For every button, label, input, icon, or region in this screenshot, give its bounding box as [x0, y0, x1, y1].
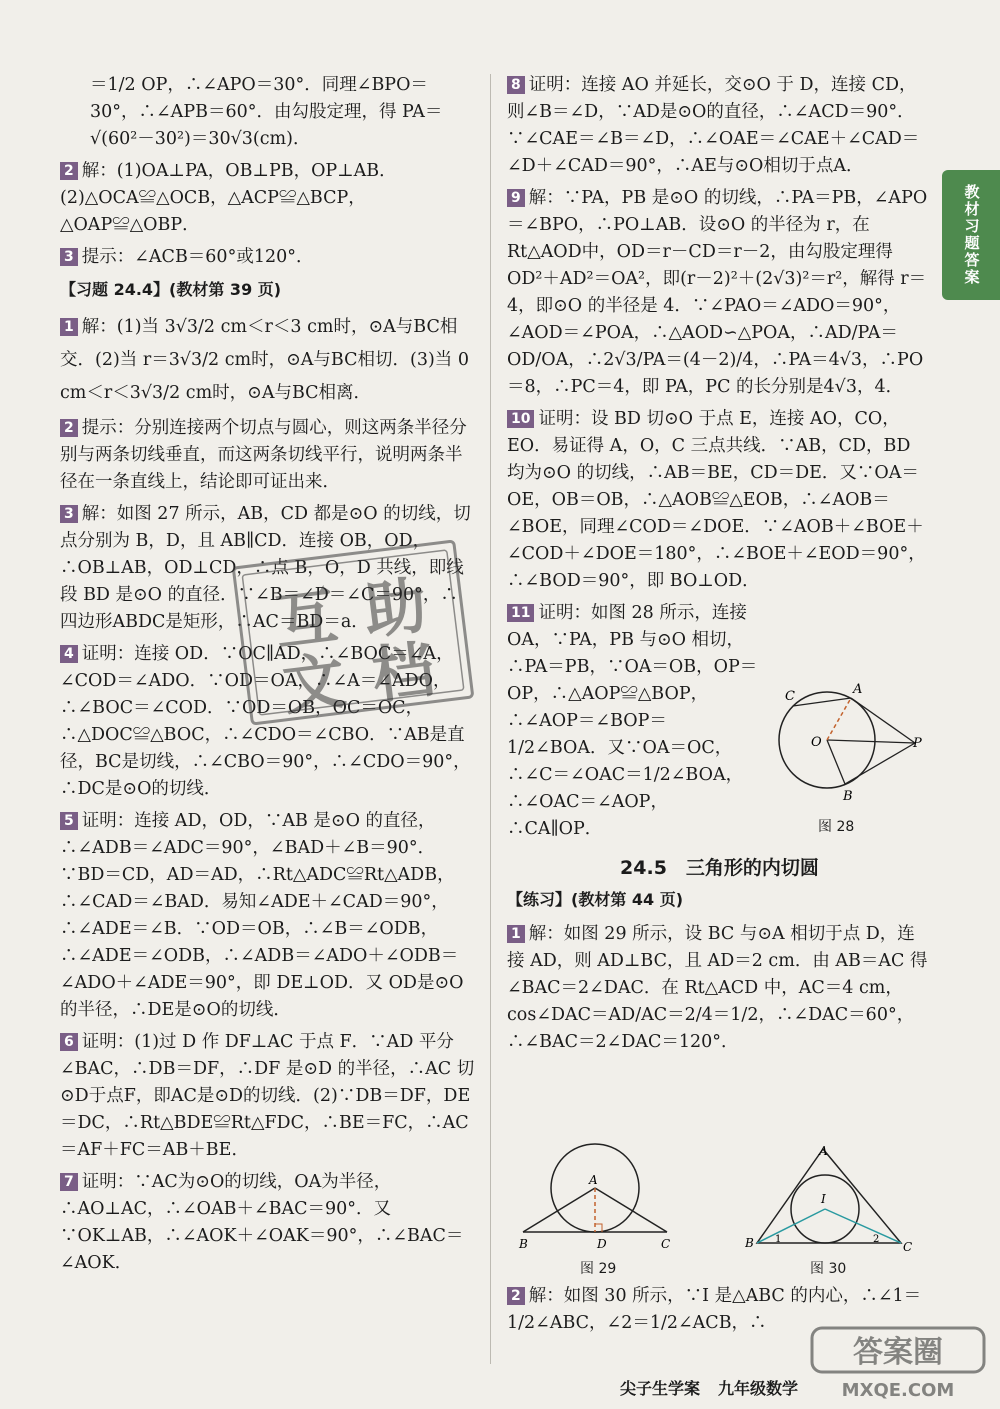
- exercise-6: [60, 1029, 475, 1164]
- label-c: C: [661, 1237, 671, 1251]
- footer-book-title: 尖子生学案: [620, 1379, 701, 1398]
- question-2: [60, 158, 475, 239]
- right-column: [507, 72, 932, 1061]
- question-number: 1: [60, 318, 78, 336]
- watermark-stamp: [228, 540, 478, 725]
- column-divider: [490, 74, 491, 1364]
- figure-30: [745, 1143, 915, 1258]
- svg-text:MXQE.COM: MXQE.COM: [841, 1380, 955, 1401]
- question-number: 11: [507, 604, 534, 622]
- svg-text:答案圈: 答案圈: [853, 1335, 943, 1370]
- question-text: 证明：设 BD 切⊙O 于点 E，连接 AO，CO，EO．易证得 A，O，C 三点共线．∵AB，CD，BD 均为⊙O 的切线，∴AB＝BE，CD＝DE．又∵OA＝OE，OB＝OB，∴△AOB≌△EOB，∴∠AOB＝∠BOE，同理∠COD＝∠DOE．∵∠AOB＋∠BOE＋∠COD＋∠DOE＝180°，∴∠BOE＋∠EOD＝90°，∴∠BOD＝90°，即 BO⊥OD．: [507, 409, 926, 591]
- exercise-2: [60, 415, 475, 496]
- question-text: 证明：连接 OD．∵OC∥AD，∴∠BOC＝∠A，∠COD＝∠ADO．∵OD＝OA，∴∠A＝∠ADO，∴∠BOC＝∠COD．∵OD＝OB，OC＝OC，∴△DOC≌△BOC，∴∠CDO＝∠CBO．∵AB是直径，BC是切线，∴∠CBO＝90°，∴∠CDO＝90°，∴DC是⊙O的切线．: [60, 644, 471, 799]
- question-number: 6: [60, 1033, 78, 1051]
- figure-28: [765, 680, 925, 805]
- question-text: 证明：连接 AO 并延长，交⊙O 于 D，连接 CD，则∠B＝∠D，∵AD是⊙O的直径，∴∠ACD＝90°．∵∠CAE＝∠B＝∠D，∴∠OAE＝∠CAE＋∠CAD＝∠D＋∠CAD＝90°，∴AE与⊙O相切于点A．: [507, 75, 920, 176]
- exercise-8: [507, 72, 932, 180]
- exercise-7: [60, 1169, 475, 1277]
- question-text: 证明：连接 AD，OD，∵AB 是⊙O 的直径，∴∠ADB＝∠ADC＝90°，∠BAD＋∠B＝90°．∵BD＝CD，AD＝AD，∴Rt△ADC≌Rt△ADB，∴∠CAD＝∠BAD．易知∠ADE＋∠CAD＝90°，∴∠ADE＝∠B．∵OD＝OB，∴∠B＝∠ODB，∴∠ADE＝∠ODB，∴∠ADB＝∠ADO＋∠ODB＝∠ADO＋∠ADE＝90°，即 DE⊥OD．又 OD是⊙O的半径，∴DE是⊙O的切线．: [60, 811, 464, 1020]
- side-tab: [942, 170, 1000, 300]
- svg-text:助: 助: [360, 568, 431, 649]
- svg-text:文: 文: [278, 643, 350, 724]
- question-3: [60, 244, 475, 271]
- exercise-9: [507, 185, 932, 401]
- label-b: B: [745, 1236, 754, 1250]
- question-text: 解：如图 27 所示，AB，CD 都是⊙O 的切线，切点分别为 B，D，且 AB∥CD．连接 OB，OD，∴OB⊥AB，OD⊥CD，∴点 B，O，D 共线，即线段 BD 是⊙O 的直径．∵∠B＝∠D＝∠C＝90°，∴四边形ABDC是矩形，∴AC＝BD＝a．: [60, 504, 471, 632]
- figure-28-caption: 图 28: [818, 819, 855, 835]
- question-text: 解：∵PA，PB 是⊙O 的切线，∴PA＝PB，∠APO＝∠BPO，∴PO⊥AB．设⊙O 的半径为 r，在 Rt△AOD中，OD＝r－CD＝r－2，由勾股定理得 OD²＋AD²＝OA²，即(r－2)²＋(2√3)²＝r²，解得 r＝4，即⊙O 的半径是 4．∵∠PAO＝∠ADO＝90°，∠AOD＝∠POA，∴△AOD∽△POA，∴AD/PA＝OD/OA，∴2√3/PA＝(4－2)/4，∴PA＝4√3，∴PO＝8，∴PC＝4，即 PA，PC 的长分别是4√3，4．: [507, 188, 928, 397]
- figure-28-drawing: [765, 680, 925, 805]
- question-text: 解：如图 30 所示，∵I 是△ABC 的内心，∴∠1＝1/2∠ABC，∠2＝1/2∠ACB，∴: [507, 1286, 922, 1333]
- question-number: 4: [60, 645, 78, 663]
- label-c: C: [903, 1240, 913, 1254]
- exercise-1: [60, 311, 475, 410]
- exercise-11: [507, 600, 762, 843]
- continued-paragraph: ＝1/2 OP，∴∠APO＝30°．同理∠BPO＝30°，∴∠APB＝60°．由勾股定理，得 PA＝√(60²－30²)＝30√3(cm)．: [90, 75, 443, 149]
- label-a: A: [853, 682, 863, 697]
- question-text: 解：(1)OA⊥PA，OB⊥PB，OP⊥AB．(2)△OCA≌△OCB，△ACP≌△BCP，△OAP≌△OBP．: [60, 161, 397, 235]
- label-b: B: [843, 789, 853, 804]
- question-number: 7: [60, 1173, 78, 1191]
- question-number: 3: [60, 505, 78, 523]
- question-number: 3: [60, 248, 78, 266]
- figure-30-caption: 图 30: [810, 1261, 847, 1277]
- question-number: 8: [507, 76, 525, 94]
- label-a: A: [819, 1144, 828, 1158]
- label-p: P: [913, 736, 922, 751]
- question-number: 2: [507, 1287, 525, 1305]
- site-logo: [808, 1322, 988, 1402]
- label-2: 2: [873, 1234, 880, 1245]
- question-text: 证明：(1)过 D 作 DF⊥AC 于点 F．∵AD 平分∠BAC，∴DB＝DF，∴DF 是⊙D 的半径，∴AC 切⊙D于点F，即AC是⊙D的切线．(2)∵DB＝DF，DE＝DC，∴Rt△BDE≌Rt△FDC，∴BE＝FC，∴AC＝AF＋FC＝AB＋BE．: [60, 1032, 475, 1160]
- label-a: A: [589, 1173, 598, 1187]
- label-c: C: [785, 689, 795, 704]
- question-number: 9: [507, 189, 525, 207]
- question-number: 1: [507, 925, 525, 943]
- question-number: 2: [60, 419, 78, 437]
- question-number: 2: [60, 162, 78, 180]
- section-title: 24.5 三角形的内切圆: [620, 857, 819, 879]
- question-text: 证明：∵AC为⊙O的切线，OA为半径，∴AO⊥AC，∴∠OAB＋∠BAC＝90°．又∵OK⊥AB，∴∠AOK＋∠OAK＝90°，∴∠BAC＝∠AOK．: [60, 1172, 464, 1273]
- exercise-heading: 【习题 24.4】(教材第 39 页): [60, 280, 282, 299]
- label-i: I: [821, 1192, 826, 1206]
- question-text: 提示：分别连接两个切点与圆心，则这两条半径分别与两条切线垂直，而这两条切线平行，说明两条半径在一条直线上，结论即可证出来．: [60, 418, 467, 492]
- svg-text:档: 档: [368, 632, 439, 713]
- practice-1: [507, 921, 932, 1056]
- label-o: O: [811, 735, 822, 750]
- label-b: B: [519, 1237, 528, 1251]
- figure-29-caption: 图 29: [580, 1261, 617, 1277]
- side-tab-label: 教材习题答案: [962, 184, 981, 286]
- question-text: 解：(1)当 3√3/2 cm＜r＜3 cm时，⊙A与BC相交．(2)当 r＝3√3/2 cm时，⊙A与BC相切．(3)当 0 cm＜r＜3√3/2 cm时，⊙A与BC相离．: [60, 317, 469, 403]
- question-text: 提示：∠ACB＝60°或120°．: [81, 247, 314, 267]
- footer-grade: 九年级数学: [718, 1379, 799, 1398]
- figure-29-drawing: [515, 1140, 675, 1258]
- figure-30-drawing: [745, 1143, 915, 1258]
- footer: [620, 1376, 798, 1399]
- question-number: 5: [60, 812, 78, 830]
- svg-text:互: 互: [270, 579, 342, 660]
- exercise-10: [507, 406, 932, 595]
- label-d: D: [597, 1237, 607, 1251]
- figure-29: [515, 1140, 675, 1258]
- exercise-5: [60, 808, 475, 1024]
- label-1: 1: [775, 1234, 782, 1245]
- question-number: 10: [507, 410, 534, 428]
- question-text: 证明：如图 28 所示，连接 OA，∵PA，PB 与⊙O 相切，∴PA＝PB，∵OA＝OB，OP＝OP，∴△AOP≌△BOP，∴∠AOP＝∠BOP＝1/2∠BOA．又∵OA＝OC，∴∠C＝∠OAC＝1/2∠BOA，∴∠OAC＝∠AOP，∴CA∥OP．: [507, 603, 758, 839]
- practice-heading: 【练习】(教材第 44 页): [507, 890, 684, 909]
- question-text: 解：如图 29 所示，设 BC 与⊙A 相切于点 D，连接 AD，则 AD⊥BC，且 AD＝2 cm．由 AB＝AC 得∠BAC＝2∠DAC．在 Rt△ACD 中，AC＝4 cm，cos∠DAC＝AD/AC＝2/4＝1/2，∴∠DAC＝60°，∴∠BAC＝2∠DAC＝120°．: [507, 924, 928, 1052]
